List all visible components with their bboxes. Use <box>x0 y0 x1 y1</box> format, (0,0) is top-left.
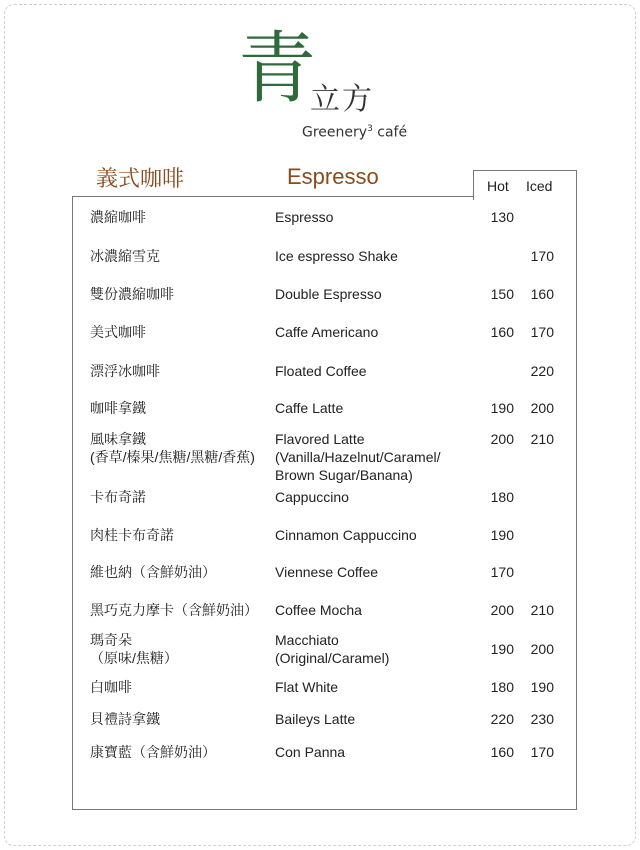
menu-item-price-iced: 200 <box>530 641 554 657</box>
menu-item-price-iced: 210 <box>530 431 554 447</box>
menu-item-name-en: Con Panna <box>275 744 346 760</box>
menu-item-name-zh: 濃縮咖啡 <box>90 209 146 225</box>
menu-item-price-hot: 190 <box>490 641 514 657</box>
logo-sub-chars: 立方 <box>310 82 374 117</box>
menu-item-name-zh: 維也納（含鮮奶油） <box>90 564 216 580</box>
menu-item-name-zh: 卡布奇諾 <box>90 489 146 505</box>
menu-item-name-zh: 風味拿鐵 (香草/榛果/焦糖/黑糖/香蕉) <box>90 431 255 465</box>
menu-item-name-en: Cinnamon Cappuccino <box>275 527 417 543</box>
menu-item-price-hot: 160 <box>490 744 514 760</box>
menu-item-price-iced: 230 <box>530 711 554 727</box>
cafe-logo <box>238 24 418 150</box>
menu-item-price-hot: 220 <box>490 711 514 727</box>
menu-item-name-en: Caffe Latte <box>275 400 344 416</box>
menu-item-name-zh: 黑巧克力摩卡（含鮮奶油） <box>90 602 258 618</box>
logo-main-char: 青 <box>238 24 317 114</box>
logo-name-main: Greenery <box>302 124 368 141</box>
menu-item-price-hot: 190 <box>490 527 514 543</box>
menu-item-name-zh: 冰濃縮雪克 <box>90 248 160 264</box>
menu-item-price-hot: 200 <box>490 431 514 447</box>
column-header-iced: Iced <box>526 178 553 194</box>
menu-item-name-zh: 康寶藍（含鮮奶油） <box>90 744 216 760</box>
logo-name <box>302 124 407 141</box>
menu-item-price-hot: 150 <box>490 286 514 302</box>
menu-item-name-zh: 咖啡拿鐵 <box>90 400 146 416</box>
menu-item-name-en: Macchiato (Original/Caramel) <box>275 632 390 666</box>
menu-item-price-iced: 200 <box>530 400 554 416</box>
menu-item-name-en: Espresso <box>275 209 334 225</box>
menu-item-name-en: Double Espresso <box>275 286 382 302</box>
menu-item-price-iced: 190 <box>530 679 554 695</box>
menu-item-price-hot: 190 <box>490 400 514 416</box>
menu-item-name-en: Ice espresso Shake <box>275 248 398 264</box>
menu-item-price-hot: 200 <box>490 602 514 618</box>
logo-name-tail: café <box>372 124 408 141</box>
menu-item-name-en: Floated Coffee <box>275 363 367 379</box>
column-header-hot: Hot <box>487 178 509 194</box>
menu-item-price-iced: 210 <box>530 602 554 618</box>
menu-item-name-zh: 雙份濃縮咖啡 <box>90 286 174 302</box>
menu-item-name-en: Cappuccino <box>275 489 349 505</box>
menu-item-price-hot: 180 <box>490 679 514 695</box>
menu-item-price-hot: 130 <box>490 209 514 225</box>
menu-item-name-en: Flavored Latte (Vanilla/Hazelnut/Caramel/ Brown Sugar/Banana) <box>275 431 441 483</box>
menu-item-price-hot: 160 <box>490 324 514 340</box>
menu-item-name-zh: 白咖啡 <box>90 679 132 695</box>
menu-item-name-en: Flat White <box>275 679 339 695</box>
menu-item-price-iced: 170 <box>530 248 554 264</box>
menu-item-name-zh: 美式咖啡 <box>90 324 146 340</box>
menu-item-name-zh: 瑪奇朵 （原味/焦糖） <box>90 632 178 666</box>
menu-item-name-zh: 貝禮詩拿鐵 <box>90 711 160 727</box>
menu-item-price-iced: 160 <box>530 286 554 302</box>
menu-item-price-iced: 220 <box>530 363 554 379</box>
menu-item-name-en: Coffee Mocha <box>275 602 362 618</box>
menu-item-name-zh: 漂浮冰咖啡 <box>90 363 160 379</box>
section-title-en: Espresso <box>287 164 379 189</box>
menu-item-name-en: Caffe Americano <box>275 324 379 340</box>
menu-item-price-hot: 180 <box>490 489 514 505</box>
section-title-zh: 義式咖啡 <box>96 166 185 191</box>
menu-item-name-zh: 肉桂卡布奇諾 <box>90 527 174 543</box>
menu-item-name-en: Baileys Latte <box>275 711 356 727</box>
menu-item-price-hot: 170 <box>490 564 514 580</box>
menu-item-price-iced: 170 <box>530 324 554 340</box>
logo-name-sup: 3 <box>367 124 373 134</box>
menu-item-price-iced: 170 <box>530 744 554 760</box>
menu-item-name-en: Viennese Coffee <box>275 564 379 580</box>
